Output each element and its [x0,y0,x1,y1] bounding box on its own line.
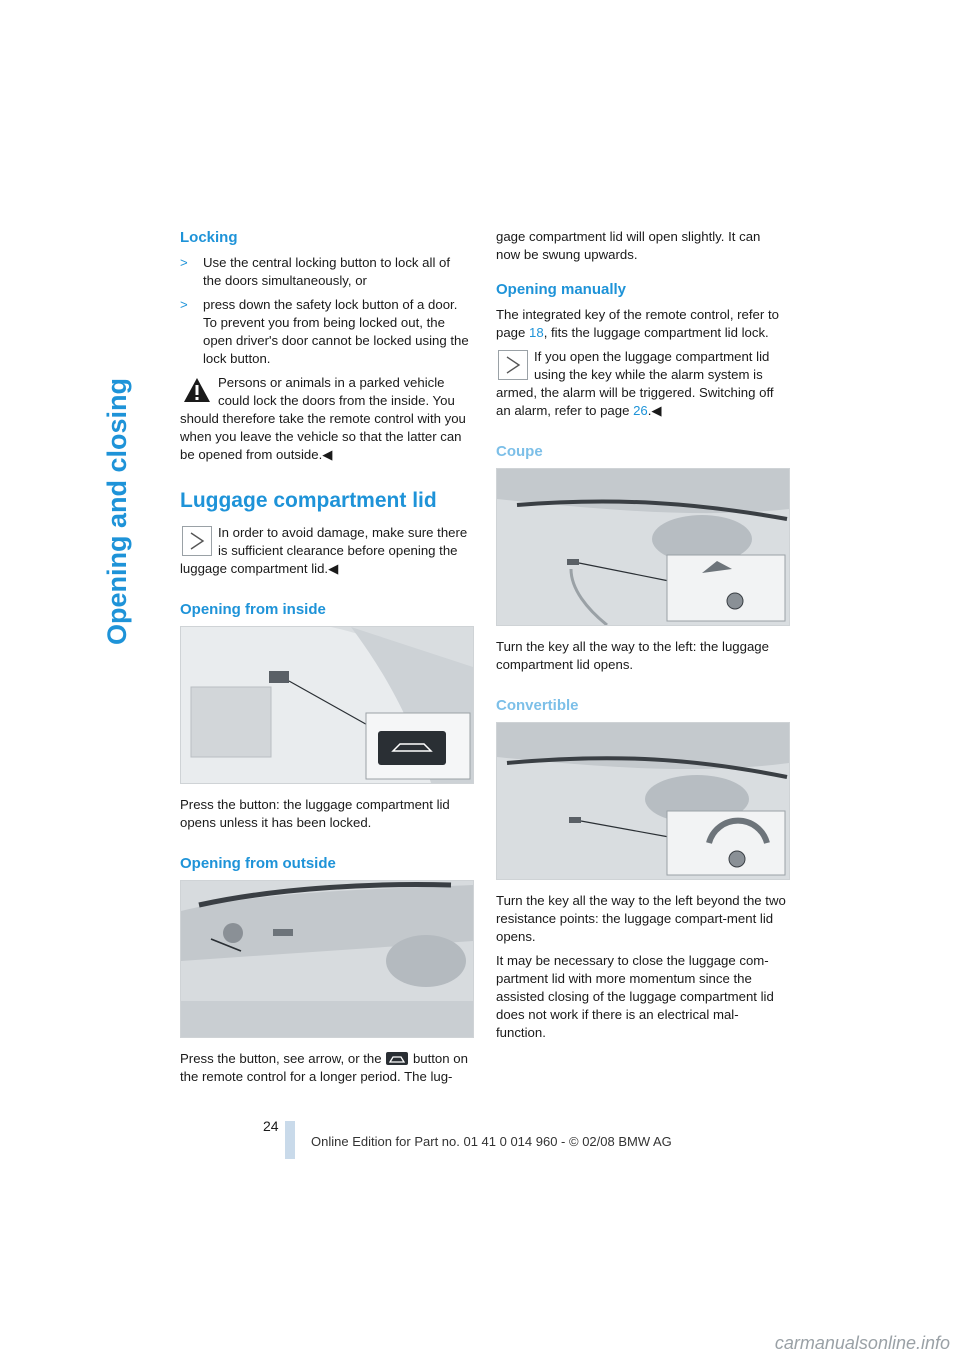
coupe-key-figure [496,468,790,626]
opening-inside-heading: Opening from inside [180,601,326,618]
footer-bar [285,1121,295,1159]
convertible-text: Turn the key all the way to the left beyond the two resistance points: the luggage compart-ment lid opens. [496,893,786,944]
bullet-marker: > [180,297,188,312]
bullet-item [180,254,472,290]
interior-button-figure [180,626,474,784]
page-number: 24 [263,1118,279,1134]
damage-note-text: In order to avoid damage, make sure there is sufficient clearance before opening the luggage compartment lid.◀ [180,525,468,576]
locking-heading: Locking [180,229,238,246]
warning-triangle-icon [182,376,212,406]
section-heading: Luggage compartment lid [180,489,437,512]
bullet-marker: > [180,255,188,270]
section-side-title: Opening and closing [102,377,132,645]
note-arrow-icon [182,526,212,556]
page-link[interactable]: 26 [633,403,648,418]
warning-note [180,374,472,464]
coupe-heading: Coupe [496,443,543,460]
bullet-text: Use the central locking button to lock all of the doors simultaneously, or [203,255,451,288]
page-link[interactable]: 18 [529,325,544,340]
manual-text: The integrated key of the remote control, refer to page 18, fits the luggage compartment lid lock. [496,307,779,340]
coupe-text: Turn the key all the way to the left: the luggage compartment lid opens. [496,639,769,672]
momentum-text: It may be necessary to close the luggage com-partment lid with more momentum since the assisted closing of the luggage compartment lid does not work if there is an electrical mal-function. [496,953,774,1040]
inside-text: Press the button: the luggage compartment lid opens unless it has been locked. [180,797,450,830]
watermark: carmanualsonline.info [774,1333,950,1353]
bullet-item [180,296,472,368]
convertible-heading: Convertible [496,697,579,714]
note-arrow-icon [498,350,528,380]
continued-text: gage compartment lid will open slightly. It can now be swung upwards. [496,229,761,262]
trunk-exterior-figure [180,880,474,1038]
section-side-tab [92,225,152,645]
convertible-key-figure [496,722,790,880]
right-column [496,228,788,1048]
trunk-lid-icon [386,1052,408,1065]
alarm-note: If you open the luggage compartment lid using the key while the alarm system is armed, the alarm will be triggered. Switching off an alarm, refer to page 26.◀ [496,349,774,418]
footer-edition: Online Edition for Part no. 01 41 0 014 960 - © 02/08 BMW AG [311,1134,672,1149]
manual-heading: Opening manually [496,281,627,298]
bullet-text: press down the safety lock button of a door. To prevent you from being locked out, the open driver's door cannot be locked using the lock button. [203,297,469,366]
opening-outside-heading: Opening from outside [180,855,336,872]
warning-text: Persons or animals in a parked vehicle could lock the doors from the inside. You should therefore take the remote control with you when you leave the vehicle so that the latter can be opened from outside.◀ [180,375,466,462]
left-column [180,228,472,1092]
damage-note [180,524,472,578]
outside-text: Press the button, see arrow, or the button on the remote control for a longer period. The lug- [180,1051,468,1084]
